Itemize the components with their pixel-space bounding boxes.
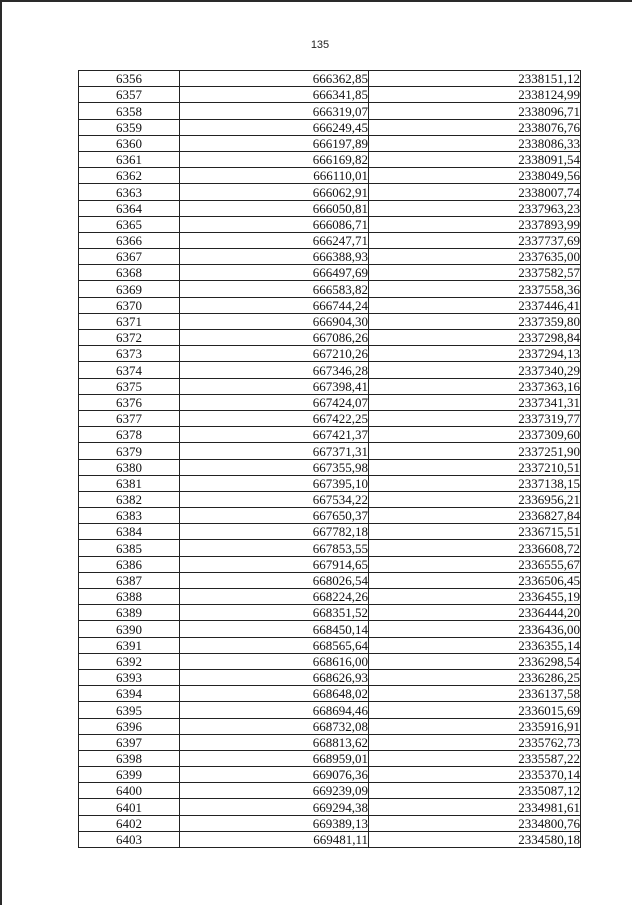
- x-coordinate-cell: 669294,38: [180, 799, 369, 815]
- y-coordinate-cell: 2337893,99: [369, 216, 581, 232]
- table-row: [79, 87, 581, 103]
- table-row: [79, 249, 581, 265]
- point-number-cell: 6392: [79, 653, 180, 669]
- point-number-cell: 6359: [79, 119, 180, 135]
- x-coordinate-cell: 666062,91: [180, 184, 369, 200]
- point-number-cell: 6377: [79, 410, 180, 426]
- table-row: [79, 524, 581, 540]
- table-row: [79, 71, 581, 87]
- table-row: [79, 378, 581, 394]
- table-row: [79, 394, 581, 410]
- table-row: [79, 702, 581, 718]
- point-number-cell: 6373: [79, 346, 180, 362]
- point-number-cell: 6398: [79, 750, 180, 766]
- point-number-cell: 6381: [79, 475, 180, 491]
- point-number-cell: 6364: [79, 200, 180, 216]
- point-number-cell: 6358: [79, 103, 180, 119]
- point-number-cell: 6371: [79, 313, 180, 329]
- table-row: [79, 281, 581, 297]
- point-number-cell: 6393: [79, 669, 180, 685]
- y-coordinate-cell: 2335587,22: [369, 750, 581, 766]
- table-row: [79, 135, 581, 151]
- x-coordinate-cell: 667371,31: [180, 443, 369, 459]
- table-row: [79, 572, 581, 588]
- y-coordinate-cell: 2336355,14: [369, 637, 581, 653]
- y-coordinate-cell: 2337582,57: [369, 265, 581, 281]
- y-coordinate-cell: 2336286,25: [369, 669, 581, 685]
- y-coordinate-cell: 2336956,21: [369, 491, 581, 507]
- x-coordinate-cell: 668565,64: [180, 637, 369, 653]
- point-number-cell: 6375: [79, 378, 180, 394]
- y-coordinate-cell: 2337963,23: [369, 200, 581, 216]
- table-row: [79, 475, 581, 491]
- point-number-cell: 6370: [79, 297, 180, 313]
- point-number-cell: 6395: [79, 702, 180, 718]
- y-coordinate-cell: 2337319,77: [369, 410, 581, 426]
- x-coordinate-cell: 668813,62: [180, 734, 369, 750]
- table-row: [79, 815, 581, 831]
- x-coordinate-cell: 668694,46: [180, 702, 369, 718]
- table-row: [79, 232, 581, 248]
- point-number-cell: 6378: [79, 427, 180, 443]
- point-number-cell: 6397: [79, 734, 180, 750]
- y-coordinate-cell: 2335087,12: [369, 783, 581, 799]
- page-number: 135: [310, 39, 330, 51]
- point-number-cell: 6372: [79, 330, 180, 346]
- y-coordinate-cell: 2336298,54: [369, 653, 581, 669]
- x-coordinate-cell: 667422,25: [180, 410, 369, 426]
- x-coordinate-cell: 666249,45: [180, 119, 369, 135]
- x-coordinate-cell: 666362,85: [180, 71, 369, 87]
- y-coordinate-cell: 2334800,76: [369, 815, 581, 831]
- table-row: [79, 669, 581, 685]
- y-coordinate-cell: 2337298,84: [369, 330, 581, 346]
- y-coordinate-cell: 2338086,33: [369, 135, 581, 151]
- table-row: [79, 718, 581, 734]
- x-coordinate-cell: 666086,71: [180, 216, 369, 232]
- x-coordinate-cell: 668351,52: [180, 605, 369, 621]
- table-row: [79, 330, 581, 346]
- x-coordinate-cell: 667355,98: [180, 459, 369, 475]
- table-row: [79, 184, 581, 200]
- y-coordinate-cell: 2335916,91: [369, 718, 581, 734]
- point-number-cell: 6385: [79, 540, 180, 556]
- x-coordinate-cell: 666744,24: [180, 297, 369, 313]
- point-number-cell: 6369: [79, 281, 180, 297]
- point-number-cell: 6379: [79, 443, 180, 459]
- coordinates-table: [78, 70, 581, 848]
- table-row: [79, 605, 581, 621]
- y-coordinate-cell: 2338049,56: [369, 168, 581, 184]
- point-number-cell: 6387: [79, 572, 180, 588]
- y-coordinate-cell: 2338007,74: [369, 184, 581, 200]
- x-coordinate-cell: 669481,11: [180, 831, 369, 847]
- scan-edge-left: [0, 0, 2, 905]
- x-coordinate-cell: 666197,89: [180, 135, 369, 151]
- table-row: [79, 686, 581, 702]
- x-coordinate-cell: 667086,26: [180, 330, 369, 346]
- table-row: [79, 831, 581, 847]
- table-row: [79, 443, 581, 459]
- x-coordinate-cell: 666110,01: [180, 168, 369, 184]
- point-number-cell: 6402: [79, 815, 180, 831]
- point-number-cell: 6384: [79, 524, 180, 540]
- y-coordinate-cell: 2336555,67: [369, 556, 581, 572]
- x-coordinate-cell: 666904,30: [180, 313, 369, 329]
- y-coordinate-cell: 2337635,00: [369, 249, 581, 265]
- table-row: [79, 508, 581, 524]
- x-coordinate-cell: 667782,18: [180, 524, 369, 540]
- y-coordinate-cell: 2336608,72: [369, 540, 581, 556]
- x-coordinate-cell: 666319,07: [180, 103, 369, 119]
- x-coordinate-cell: 667398,41: [180, 378, 369, 394]
- coordinates-table-body: [79, 71, 581, 848]
- y-coordinate-cell: 2337341,31: [369, 394, 581, 410]
- x-coordinate-cell: 666583,82: [180, 281, 369, 297]
- table-row: [79, 734, 581, 750]
- y-coordinate-cell: 2336015,69: [369, 702, 581, 718]
- y-coordinate-cell: 2336137,58: [369, 686, 581, 702]
- y-coordinate-cell: 2337340,29: [369, 362, 581, 378]
- point-number-cell: 6389: [79, 605, 180, 621]
- y-coordinate-cell: 2336455,19: [369, 589, 581, 605]
- point-number-cell: 6383: [79, 508, 180, 524]
- y-coordinate-cell: 2337138,15: [369, 475, 581, 491]
- point-number-cell: 6366: [79, 232, 180, 248]
- point-number-cell: 6368: [79, 265, 180, 281]
- x-coordinate-cell: 667853,55: [180, 540, 369, 556]
- y-coordinate-cell: 2337210,51: [369, 459, 581, 475]
- y-coordinate-cell: 2336444,20: [369, 605, 581, 621]
- table-row: [79, 119, 581, 135]
- x-coordinate-cell: 666388,93: [180, 249, 369, 265]
- x-coordinate-cell: 666169,82: [180, 151, 369, 167]
- point-number-cell: 6394: [79, 686, 180, 702]
- y-coordinate-cell: 2338124,99: [369, 87, 581, 103]
- point-number-cell: 6380: [79, 459, 180, 475]
- x-coordinate-cell: 668732,08: [180, 718, 369, 734]
- point-number-cell: 6382: [79, 491, 180, 507]
- point-number-cell: 6388: [79, 589, 180, 605]
- x-coordinate-cell: 668959,01: [180, 750, 369, 766]
- table-row: [79, 151, 581, 167]
- x-coordinate-cell: 669076,36: [180, 767, 369, 783]
- x-coordinate-cell: 668626,93: [180, 669, 369, 685]
- x-coordinate-cell: 668026,54: [180, 572, 369, 588]
- table-row: [79, 362, 581, 378]
- point-number-cell: 6399: [79, 767, 180, 783]
- point-number-cell: 6362: [79, 168, 180, 184]
- y-coordinate-cell: 2337359,80: [369, 313, 581, 329]
- y-coordinate-cell: 2337558,36: [369, 281, 581, 297]
- table-row: [79, 540, 581, 556]
- x-coordinate-cell: 668450,14: [180, 621, 369, 637]
- point-number-cell: 6390: [79, 621, 180, 637]
- point-number-cell: 6396: [79, 718, 180, 734]
- table-row: [79, 168, 581, 184]
- x-coordinate-cell: 669389,13: [180, 815, 369, 831]
- y-coordinate-cell: 2337309,60: [369, 427, 581, 443]
- y-coordinate-cell: 2335762,73: [369, 734, 581, 750]
- y-coordinate-cell: 2338076,76: [369, 119, 581, 135]
- x-coordinate-cell: 666497,69: [180, 265, 369, 281]
- table-row: [79, 637, 581, 653]
- point-number-cell: 6391: [79, 637, 180, 653]
- y-coordinate-cell: 2336506,45: [369, 572, 581, 588]
- table-row: [79, 750, 581, 766]
- point-number-cell: 6376: [79, 394, 180, 410]
- x-coordinate-cell: 667395,10: [180, 475, 369, 491]
- y-coordinate-cell: 2336715,51: [369, 524, 581, 540]
- y-coordinate-cell: 2334981,61: [369, 799, 581, 815]
- table-row: [79, 216, 581, 232]
- table-row: [79, 313, 581, 329]
- y-coordinate-cell: 2338091,54: [369, 151, 581, 167]
- table-row: [79, 459, 581, 475]
- y-coordinate-cell: 2337737,69: [369, 232, 581, 248]
- table-row: [79, 200, 581, 216]
- table-row: [79, 783, 581, 799]
- x-coordinate-cell: 668648,02: [180, 686, 369, 702]
- point-number-cell: 6386: [79, 556, 180, 572]
- table-row: [79, 621, 581, 637]
- scan-edge-top: [0, 0, 632, 2]
- y-coordinate-cell: 2335370,14: [369, 767, 581, 783]
- table-row: [79, 653, 581, 669]
- x-coordinate-cell: 666341,85: [180, 87, 369, 103]
- x-coordinate-cell: 667210,26: [180, 346, 369, 362]
- point-number-cell: 6357: [79, 87, 180, 103]
- point-number-cell: 6365: [79, 216, 180, 232]
- table-row: [79, 427, 581, 443]
- table-row: [79, 589, 581, 605]
- y-coordinate-cell: 2337294,13: [369, 346, 581, 362]
- table-row: [79, 410, 581, 426]
- table-row: [79, 799, 581, 815]
- x-coordinate-cell: 668224,26: [180, 589, 369, 605]
- x-coordinate-cell: 667346,28: [180, 362, 369, 378]
- x-coordinate-cell: 667650,37: [180, 508, 369, 524]
- x-coordinate-cell: 667534,22: [180, 491, 369, 507]
- table-row: [79, 265, 581, 281]
- x-coordinate-cell: 667914,65: [180, 556, 369, 572]
- table-row: [79, 556, 581, 572]
- y-coordinate-cell: 2337446,41: [369, 297, 581, 313]
- point-number-cell: 6361: [79, 151, 180, 167]
- table-row: [79, 346, 581, 362]
- table-row: [79, 491, 581, 507]
- table-row: [79, 297, 581, 313]
- table-row: [79, 767, 581, 783]
- y-coordinate-cell: 2338096,71: [369, 103, 581, 119]
- y-coordinate-cell: 2336827,84: [369, 508, 581, 524]
- point-number-cell: 6401: [79, 799, 180, 815]
- y-coordinate-cell: 2338151,12: [369, 71, 581, 87]
- point-number-cell: 6374: [79, 362, 180, 378]
- table-row: [79, 103, 581, 119]
- x-coordinate-cell: 667421,37: [180, 427, 369, 443]
- y-coordinate-cell: 2337363,16: [369, 378, 581, 394]
- point-number-cell: 6403: [79, 831, 180, 847]
- x-coordinate-cell: 666050,81: [180, 200, 369, 216]
- x-coordinate-cell: 667424,07: [180, 394, 369, 410]
- y-coordinate-cell: 2337251,90: [369, 443, 581, 459]
- y-coordinate-cell: 2334580,18: [369, 831, 581, 847]
- point-number-cell: 6356: [79, 71, 180, 87]
- point-number-cell: 6360: [79, 135, 180, 151]
- x-coordinate-cell: 669239,09: [180, 783, 369, 799]
- point-number-cell: 6400: [79, 783, 180, 799]
- point-number-cell: 6363: [79, 184, 180, 200]
- point-number-cell: 6367: [79, 249, 180, 265]
- y-coordinate-cell: 2336436,00: [369, 621, 581, 637]
- x-coordinate-cell: 666247,71: [180, 232, 369, 248]
- x-coordinate-cell: 668616,00: [180, 653, 369, 669]
